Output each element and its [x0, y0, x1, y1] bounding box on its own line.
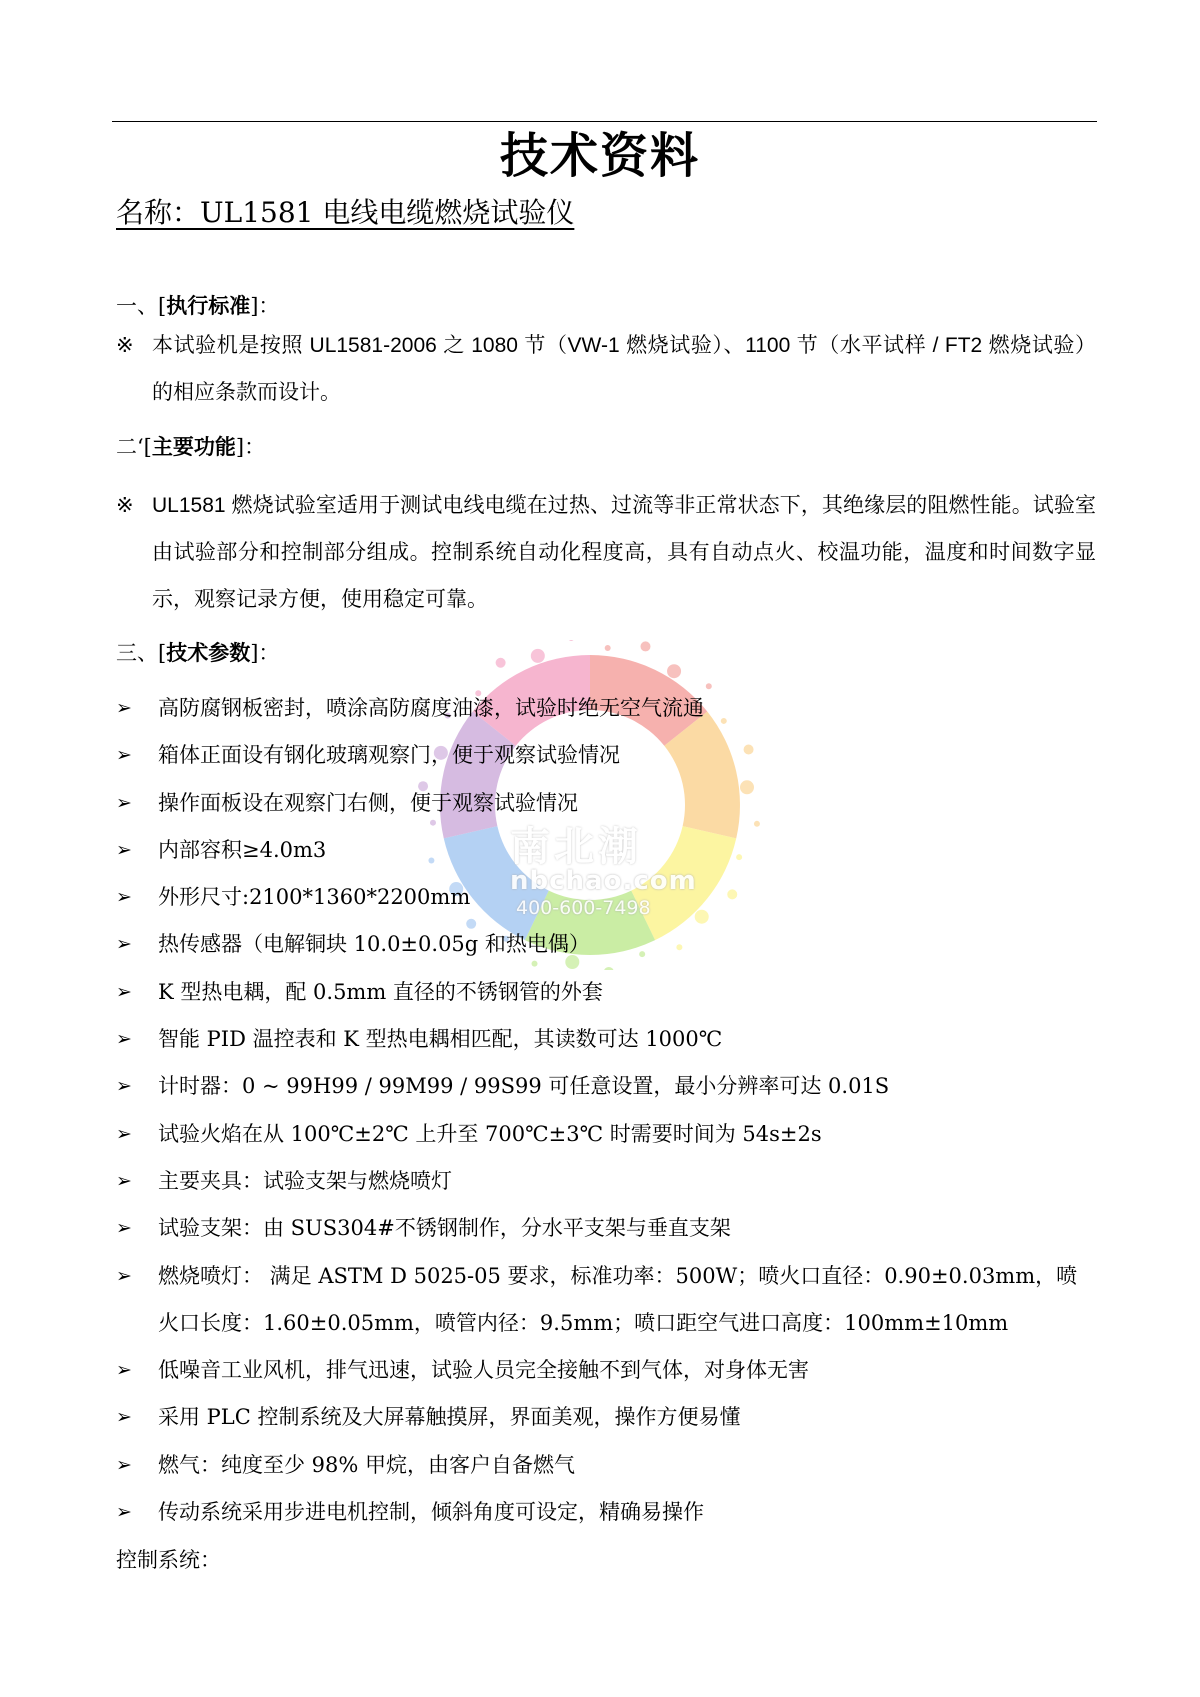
arrow-bullet-icon: ➢ — [116, 697, 132, 719]
section-title: 技术参数 — [166, 640, 251, 665]
arrow-bullet-icon: ➢ — [116, 980, 132, 1003]
list-item — [116, 1253, 1096, 1348]
document-title: 技术资料 — [499, 128, 700, 184]
list-item-text: 智能 PID 温控表和 K 型热电耦相匹配，其读数可达 1000℃ — [158, 1027, 723, 1052]
watermark-phone: 400-600-7498 — [516, 897, 651, 919]
list-item-text: 箱体正面设有钢化玻璃观察门，便于观察试验情况 — [158, 743, 620, 768]
list-item — [116, 1347, 1096, 1394]
arrow-bullet-icon: ➢ — [116, 1406, 132, 1429]
product-name: 名称：UL1581 电线电缆燃烧试验仪 — [116, 196, 575, 229]
paragraph-text: 本试验机是按照 UL1581-2006 之 1080 节（VW-1 燃烧试验）、1100 节（水平试样 / FT2 燃烧试验）的相应条款而设计。 — [152, 334, 1096, 404]
list-item-text: 传动系统采用步进电机控制，倾斜角度可设定，精确易操作 — [158, 1500, 704, 1525]
watermark-splash-drop — [667, 664, 681, 678]
paragraph-functions — [116, 482, 1096, 623]
arrow-bullet-icon: ➢ — [116, 1264, 132, 1287]
watermark-brand-cn: 南北潮 — [510, 824, 642, 870]
list-item — [116, 780, 1096, 827]
section-heading-functions — [116, 432, 265, 462]
list-item-text: 内部容积≥4.0m3 — [158, 837, 327, 862]
arrow-bullet-icon: ➢ — [116, 1028, 132, 1051]
reference-mark-icon: ※ — [116, 493, 134, 517]
section-title: 主要功能 — [151, 434, 236, 459]
arrow-bullet-icon: ➢ — [116, 1217, 132, 1240]
arrow-bullet-icon: ➢ — [116, 1453, 132, 1476]
section-prefix: 三、[ — [116, 641, 167, 665]
list-item-text: 计时器：0 ~ 99H99 / 99M99 / 99S99 可任意设置，最小分辨率可达 0.01S — [158, 1074, 890, 1099]
watermark-splash-drop — [531, 649, 545, 663]
list-item-text: 主要夹具：试验支架与燃烧喷灯 — [158, 1168, 452, 1193]
arrow-bullet-icon: ➢ — [116, 886, 132, 909]
closing-heading: 控制系统： — [116, 1548, 221, 1572]
arrow-bullet-icon: ➢ — [116, 1169, 132, 1192]
arrow-bullet-icon: ➢ — [116, 838, 132, 861]
watermark-splash-drop — [640, 641, 650, 651]
list-item-text: 高防腐钢板密封，喷涂高防腐度油漆，试验时绝无空气流通 — [158, 696, 704, 720]
paragraph-text: UL1581 燃烧试验室适用于测试电线电缆在过热、过流等非正常状态下，其绝缘层的阻燃性能。试验室由试验部分和控制部分组成。控制系统自动化程度高，具有自动点火、校温功能，温度和时间数字显示，观察记录方便，使用稳定可靠。 — [152, 494, 1096, 611]
section-title: 执行标准 — [166, 293, 251, 318]
arrow-bullet-icon: ➢ — [116, 744, 132, 767]
section-suffix: ]： — [250, 641, 280, 665]
section-prefix: 二‘[ — [116, 435, 152, 459]
list-item-text: K 型热电耦，配 0.5mm 直径的不锈钢管的外套 — [158, 979, 603, 1004]
list-item-text: 试验火焰在从 100℃±2℃ 上升至 700℃±3℃ 时需要时间为 54s±2s — [158, 1121, 822, 1146]
list-item — [116, 1111, 1096, 1158]
list-item — [116, 1489, 1096, 1536]
list-item-text: 采用 PLC 控制系统及大屏幕触摸屏，界面美观，操作方便易懂 — [158, 1405, 741, 1430]
list-item — [116, 1063, 1096, 1110]
list-item — [116, 921, 1096, 968]
section-suffix: ]： — [235, 435, 266, 459]
list-item-text: 热传感器（电解铜块 10.0±0.05g 和热电偶） — [158, 932, 590, 957]
list-item — [116, 1394, 1096, 1441]
list-item — [116, 1205, 1096, 1252]
section-suffix: ]： — [250, 294, 280, 318]
arrow-bullet-icon: ➢ — [116, 933, 132, 956]
arrow-bullet-icon: ➢ — [116, 1501, 132, 1524]
list-item — [116, 685, 1096, 732]
reference-mark-icon: ※ — [116, 333, 134, 357]
watermark-splash-drop — [605, 645, 611, 651]
list-item-text: 外形尺寸:2100*1360*2200mm — [158, 885, 471, 910]
arrow-bullet-icon: ➢ — [116, 1122, 132, 1145]
list-item — [116, 874, 1096, 921]
watermark-splash-drop — [496, 658, 506, 668]
list-item-text: 燃烧喷灯： 满足 ASTM D 5025-05 要求，标准功率：500W；喷火口直径：0.90±0.03mm，喷火口长度：1.60±0.05mm，喷管内径：9.5mm；喷口距空气进口高度：100mm±10mm — [158, 1263, 1078, 1335]
watermark-splash-drop — [568, 640, 574, 641]
list-item — [116, 1016, 1096, 1063]
list-item-text: 低噪音工业风机，排气迅速，试验人员完全接触不到气体，对身体无害 — [158, 1358, 809, 1383]
top-rule — [112, 121, 1097, 122]
section-heading-parameters — [116, 638, 279, 668]
list-item — [116, 827, 1096, 874]
list-item — [116, 732, 1096, 779]
parameter-list — [116, 685, 1096, 1536]
arrow-bullet-icon: ➢ — [116, 791, 132, 814]
paragraph-standard — [116, 322, 1096, 416]
list-item — [116, 1158, 1096, 1205]
list-item-text: 燃气：纯度至少 98% 甲烷，由客户自备燃气 — [158, 1452, 576, 1477]
list-item — [116, 969, 1096, 1016]
section-prefix: 一、[ — [116, 294, 167, 318]
section-heading-standard — [116, 291, 279, 321]
list-item-text: 操作面板设在观察门右侧，便于观察试验情况 — [158, 790, 578, 815]
watermark-brand-en: nbchao.com — [510, 866, 697, 896]
arrow-bullet-icon: ➢ — [116, 1359, 132, 1382]
arrow-bullet-icon: ➢ — [116, 1075, 132, 1098]
list-item — [116, 1442, 1096, 1489]
list-item-text: 试验支架：由 SUS304#不锈钢制作，分水平支架与垂直支架 — [158, 1216, 731, 1241]
